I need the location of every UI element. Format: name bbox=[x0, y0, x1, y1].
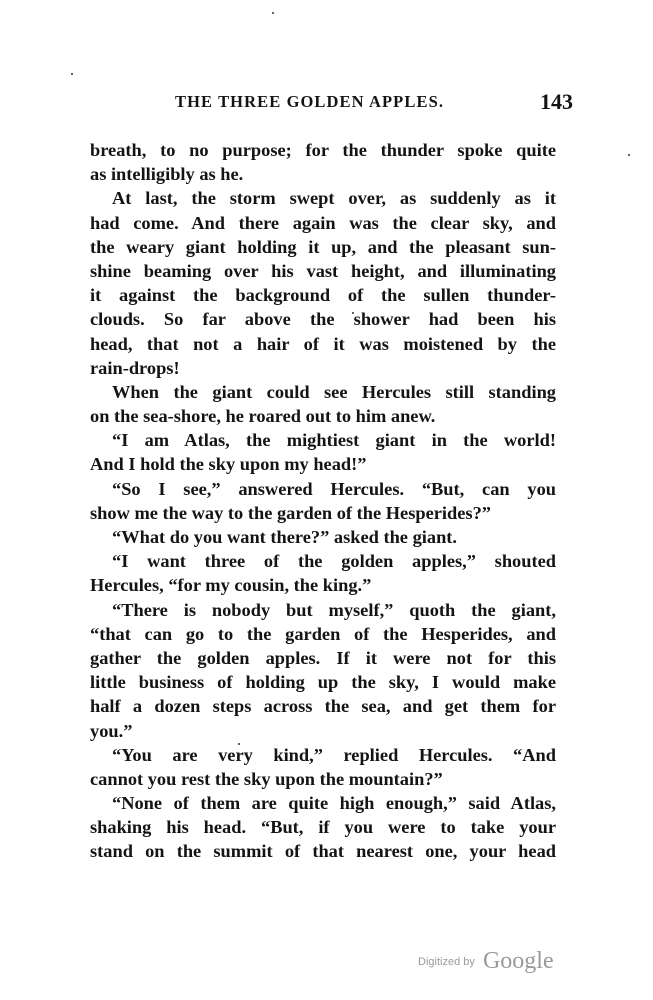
text-line: on the sea-shore, he roared out to him anew. bbox=[90, 406, 436, 427]
text-line: clouds. So far above the shower had been his bbox=[90, 309, 556, 330]
text-line: shine beaming over his vast height, and illuminating bbox=[90, 260, 556, 281]
text-line: show me the way to the garden of the Hesperides?” bbox=[90, 502, 491, 523]
speck-mark bbox=[71, 73, 73, 75]
text-line: had come. And there again was the clear sky, and bbox=[90, 212, 556, 233]
text-line: “So I see,” answered Hercules. “But, can you bbox=[112, 478, 556, 499]
text-line: the weary giant holding it up, and the pleasant sun- bbox=[90, 236, 556, 257]
text-line: gather the golden apples. If it were not for this bbox=[90, 647, 556, 668]
text-line: as intelligibly as he. bbox=[90, 164, 244, 185]
text-line: shaking his head. “But, if you were to take your bbox=[90, 817, 556, 838]
text-line: half a dozen steps across the sea, and get them for bbox=[90, 696, 556, 717]
text-line: stand on the summit of that nearest one, your head bbox=[90, 841, 556, 862]
page-number: 143 bbox=[540, 89, 573, 114]
text-line: When the giant could see Hercules still standing bbox=[112, 381, 556, 402]
text-line: rain-drops! bbox=[90, 357, 180, 378]
text-line: cannot you rest the sky upon the mountain?” bbox=[90, 768, 443, 789]
running-head: THE THREE GOLDEN APPLES. bbox=[175, 92, 445, 111]
text-line: little business of holding up the sky, I would make bbox=[90, 672, 556, 693]
speck-mark bbox=[272, 12, 274, 14]
body-text bbox=[90, 138, 556, 864]
google-logo: Google bbox=[482, 948, 554, 974]
text-line: “I want three of the golden apples,” shouted bbox=[112, 551, 556, 572]
text-line: breath, to no purpose; for the thunder spoke quite bbox=[90, 140, 556, 160]
text-line: it against the background of the sullen thunder- bbox=[90, 285, 556, 306]
text-line: “None of them are quite high enough,” said Atlas, bbox=[112, 793, 556, 814]
text-line: And I hold the sky upon my head!” bbox=[90, 454, 367, 475]
digitized-by-google-watermark bbox=[418, 948, 554, 975]
text-line: “I am Atlas, the mightiest giant in the world! bbox=[112, 430, 556, 451]
page-header bbox=[175, 89, 573, 116]
text-line: “that can go to the garden of the Hesperides, and bbox=[90, 623, 556, 644]
text-line: Hercules, “for my cousin, the king.” bbox=[90, 575, 372, 596]
text-line: “There is nobody but myself,” quoth the giant, bbox=[112, 599, 556, 620]
speck-mark bbox=[628, 154, 630, 156]
text-line: “You are very kind,” replied Hercules. “And bbox=[112, 744, 556, 765]
text-line: head, that not a hair of it was moistened by the bbox=[90, 333, 556, 354]
text-line: “What do you want there?” asked the giant. bbox=[112, 527, 458, 547]
text-line: At last, the storm swept over, as suddenly as it bbox=[112, 188, 556, 209]
watermark-prefix: Digitized by bbox=[418, 956, 475, 968]
text-line: you.” bbox=[90, 720, 133, 741]
